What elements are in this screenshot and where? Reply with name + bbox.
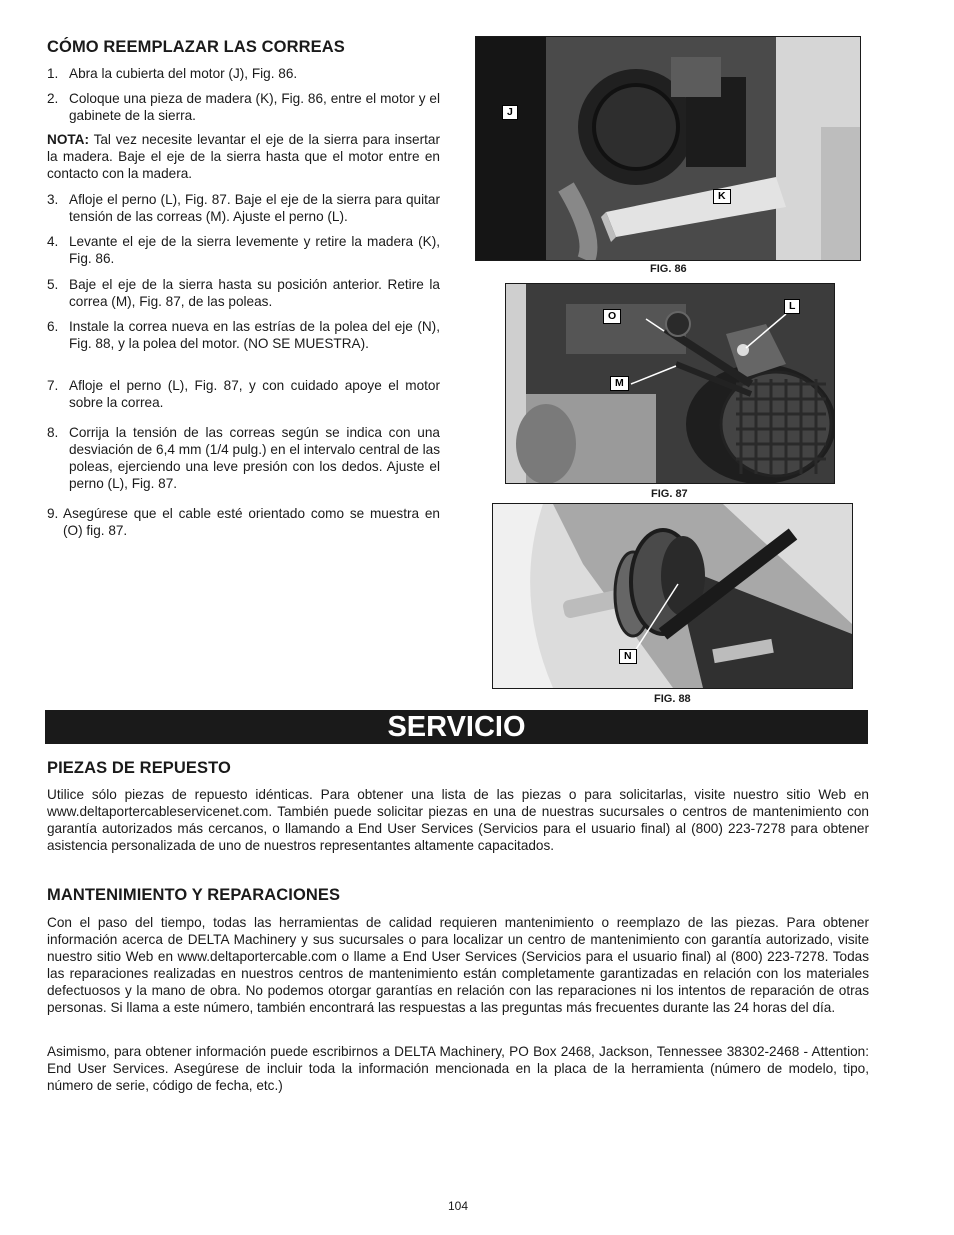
step-text: Asegúrese que el cable esté orientado como se muestra en (O) fig. 87. — [63, 506, 440, 538]
step-text: Baje el eje de la sierra hasta su posición anterior. Retire la correa (M), Fig. 87, de las poleas. — [69, 277, 440, 309]
section-heading-piezas: PIEZAS DE REPUESTO — [47, 759, 231, 777]
step-9 — [47, 505, 440, 539]
step-5 — [47, 276, 440, 310]
page-number: 104 — [447, 1199, 469, 1213]
figure-label-j: J — [502, 105, 518, 120]
step-text: Instale la correa nueva en las estrías de la polea del eje (N), Fig. 88, y la polea del motor. (NO SE MUESTRA). — [69, 319, 440, 351]
figure-label-l: L — [784, 299, 800, 314]
step-number: 5. — [47, 277, 59, 292]
section-heading-mantenimiento: MANTENIMIENTO Y REPARACIONES — [47, 886, 341, 904]
piezas-paragraph: Utilice sólo piezas de repuesto idénticas. Para obtener una lista de las piezas o para solicitarlas, visite nuestro sitio Web en www.deltaportercableservicenet.com. También puede solicitar piezas en una de nuestras sucursales o centros de mantenimiento con garantía autorizados más cercanos, o llamando a End User Services (Servicios para el usuario final) al (800) 223-7278 para obtener asistencia personalizada de uno de nuestros representantes altamente capacitados. — [47, 787, 869, 853]
step-number: 6. — [47, 319, 59, 334]
step-text: Corrija la tensión de las correas según se indica con una desviación de 6,4 mm (1/4 pulg.) en el intervalo central de las poleas, ejerciendo una leve presión con los dedos. Ajuste el perno (L), Fig. 87. — [69, 425, 440, 491]
section-heading-correas: CÓMO REEMPLAZAR LAS CORREAS — [47, 38, 345, 56]
note-label: NOTA: — [47, 132, 90, 147]
service-banner — [45, 710, 868, 744]
service-banner-title: SERVICIO — [387, 711, 526, 743]
step-7 — [47, 377, 440, 411]
step-number: 7. — [47, 378, 59, 393]
figure-88-photo — [492, 503, 853, 689]
figure-87-photo — [505, 283, 835, 484]
step-2 — [47, 90, 440, 124]
note-paragraph — [47, 131, 440, 182]
figure-label-k: K — [713, 189, 731, 204]
step-text: Levante el eje de la sierra levemente y retire la madera (K), Fig. 86. — [69, 234, 440, 266]
figure-86-illustration — [476, 37, 860, 260]
step-number: 8. — [47, 425, 59, 440]
step-text: Afloje el perno (L), Fig. 87. Baje el eje de la sierra para quitar tensión de las correas (M). Ajuste el perno (L). — [69, 192, 440, 224]
figure-86-caption: FIG. 86 — [650, 263, 687, 275]
step-1 — [47, 65, 440, 82]
step-8 — [47, 424, 440, 492]
step-text: Abra la cubierta del motor (J), Fig. 86. — [69, 66, 298, 81]
step-number: 2. — [47, 91, 59, 106]
step-4 — [47, 233, 440, 267]
step-number: 4. — [47, 234, 59, 249]
step-text: Afloje el perno (L), Fig. 87, y con cuidado apoye el motor sobre la correa. — [69, 378, 440, 410]
figure-88-caption: FIG. 88 — [654, 693, 691, 705]
figure-87-caption: FIG. 87 — [651, 488, 688, 500]
step-3 — [47, 191, 440, 225]
figure-88-illustration — [493, 504, 852, 688]
step-number: 1. — [47, 66, 59, 81]
figure-label-m: M — [610, 376, 629, 391]
figure-86-photo — [475, 36, 861, 261]
step-text: Coloque una pieza de madera (K), Fig. 86, entre el motor y el gabinete de la sierra. — [69, 91, 440, 123]
step-6 — [47, 318, 440, 352]
figure-label-n: N — [619, 649, 637, 664]
figure-label-o: O — [603, 309, 621, 324]
step-number: 3. — [47, 192, 59, 207]
note-text: Tal vez necesite levantar el eje de la sierra para insertar la madera. Baje el eje de la sierra hasta que el motor entre en contacto con la madera. — [47, 132, 440, 181]
mantenimiento-paragraph-1: Con el paso del tiempo, todas las herramientas de calidad requieren mantenimiento o reemplazo de las piezas. Para obtener información acerca de DELTA Machinery y sus sucursales o para localizar un centro de mantenimiento con garantía autorizado, visite nuestro sitio Web en www.deltaportercable.com o llame a End User Services (Servicios para el usuario final) al (800) 223-7278. Todas las reparaciones realizadas en nuestros centros de mantenimiento están completamente garantizadas en relación con los materiales defectuosos y la mano de obra. No podemos otorgar garantías en relación con las reparaciones ni los intentos de reparación de otras personas. Si llama a este número, también encontrará las respuestas a las preguntas más frecuentes durante las 24 horas del día. — [47, 915, 869, 1015]
mantenimiento-paragraph-2: Asimismo, para obtener información puede escribirnos a DELTA Machinery, PO Box 2468, Jackson, Tennessee 38302-2468 - Attention: End User Services. Asegúrese de incluir toda la información mencionada en la placa de la herramienta (número de modelo, tipo, número de serie, código de fecha, etc.) — [47, 1044, 869, 1093]
step-number: 9. — [47, 506, 59, 521]
